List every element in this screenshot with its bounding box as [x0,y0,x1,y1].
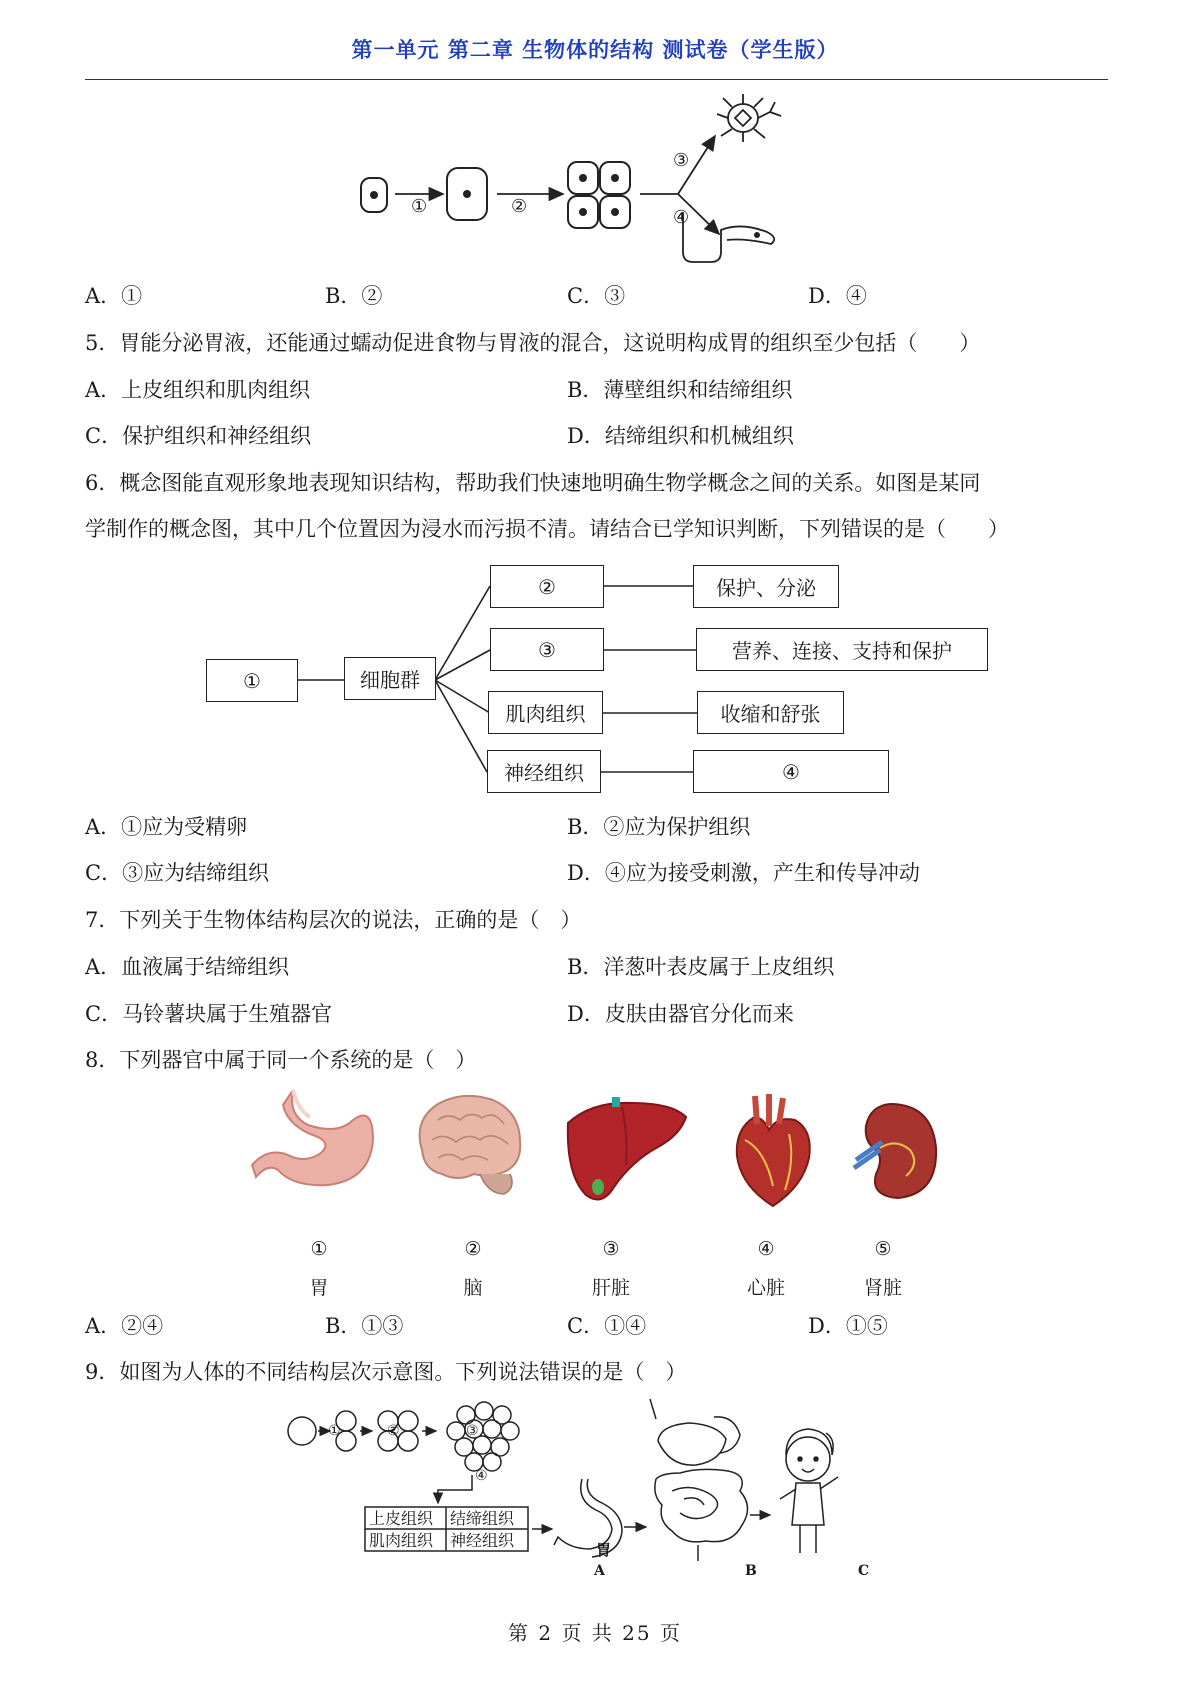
brain-icon [408,1090,528,1200]
q6-stem-line1: 6．概念图能直观形象地表现知识结构，帮助我们快速地明确生物学概念之间的关系。如图是某同 [85,471,981,495]
q6-option-a[interactable]: A．①应为受精卵 [85,815,248,839]
q8-stem: 8．下列器官中属于同一个系统的是（ ） [85,1048,477,1072]
q5-option-d[interactable]: D．结缔组织和机械组织 [567,424,794,448]
q7-stem: 7．下列关于生物体结构层次的说法，正确的是（ ） [85,908,582,932]
stomach-outline [554,1479,622,1557]
organ-name-heart: 心脏 [746,1277,785,1299]
concept-tissue-box-2: ② [490,565,604,608]
q5-option-c[interactable]: C．保护组织和神经组织 [85,424,312,448]
q8-option-b[interactable]: B．①③ [325,1314,404,1338]
concept-tissue-nerve-box: 神经组织 [487,750,601,793]
level-label-c: C [858,1563,870,1579]
tissue-table-muscle: 肌肉组织 [369,1531,434,1550]
q7-option-b[interactable]: B．洋葱叶表皮属于上皮组织 [567,955,835,979]
q4-option-d[interactable]: D．④ [808,284,867,308]
digestive-system-icon [650,1399,748,1561]
concept-map-connectors [0,0,1190,800]
organ-num-brain: ② [464,1238,482,1260]
tissue-table-nervous: 神经组织 [450,1531,515,1550]
q9-step-4: ④ [475,1468,488,1484]
q8-option-a[interactable]: A．②④ [85,1314,164,1338]
level-label-a: A [594,1563,605,1579]
tissue-table-epithelial: 上皮组织 [369,1509,434,1528]
heart-icon [725,1090,820,1210]
q5-option-a[interactable]: A．上皮组织和肌肉组织 [85,378,311,402]
q4-option-b[interactable]: B．② [325,284,383,308]
q9-step-2: ② [387,1423,400,1439]
q7-option-d[interactable]: D．皮肤由器官分化而来 [567,1002,794,1026]
kidney-icon [850,1098,945,1208]
q5-option-b[interactable]: B．薄壁组织和结缔组织 [567,378,793,402]
concept-function-box-4: ④ [693,750,889,793]
page-number: 第 2 页 共 25 页 [508,1621,682,1645]
step-label-2: ② [511,196,528,217]
organ-num-heart: ④ [757,1238,775,1260]
organ-name-stomach: 胃 [309,1277,329,1299]
q8-option-c[interactable]: C．①④ [567,1314,647,1338]
organ-name-brain: 脑 [463,1277,483,1299]
q8-option-d[interactable]: D．①⑤ [808,1314,888,1338]
q9-step-3: ③ [466,1423,479,1439]
concept-function-box-connect: 营养、连接、支持和保护 [696,628,988,671]
q7-option-c[interactable]: C．马铃薯块属于生殖器官 [85,1002,333,1026]
q4-option-a[interactable]: A．① [85,284,143,308]
concept-function-box-protect: 保护、分泌 [693,565,839,608]
q9-stem: 9．如图为人体的不同结构层次示意图。下列说法错误的是（ ） [85,1360,687,1384]
organ-name-kidney: 肾脏 [863,1277,902,1299]
concept-cell-group-box: 细胞群 [344,657,436,700]
q9-step-1: ① [328,1423,341,1439]
person-icon [780,1429,838,1553]
organ-num-liver: ③ [602,1238,620,1260]
step-label-4: ④ [673,207,690,228]
organ-num-kidney: ⑤ [874,1238,892,1260]
concept-tissue-muscle-box: 肌肉组织 [488,691,603,734]
q6-stem-line2: 学制作的概念图，其中几个位置因为浸水而污损不清。请结合已学知识判断，下列错误的是（ ） [85,517,1009,541]
stomach-icon [248,1085,383,1200]
level-label-b: B [745,1563,757,1579]
organ-label-stomach: 胃 [596,1541,612,1559]
tissue-table-connective: 结缔组织 [450,1509,515,1528]
liver-icon [562,1095,692,1205]
q6-option-b[interactable]: B．②应为保护组织 [567,815,751,839]
concept-function-box-contract: 收缩和舒张 [697,691,844,734]
cell-cluster [447,1402,519,1471]
q6-option-d[interactable]: D．④应为接受刺激，产生和传导冲动 [567,861,920,885]
page-header-title: 第一单元 第二章 生物体的结构 测试卷（学生版） [351,38,839,62]
step-label-3: ③ [673,150,690,171]
concept-tissue-box-3: ③ [490,628,604,671]
q4-option-c[interactable]: C．③ [567,284,626,308]
q5-stem: 5．胃能分泌胃液，还能通过蠕动促进食物与胃液的混合，这说明构成胃的组织至少包括（ ） [85,331,981,355]
concept-root-box: ① [206,659,298,702]
organ-num-stomach: ① [310,1238,328,1260]
q6-option-c[interactable]: C．③应为结缔组织 [85,861,270,885]
q7-option-a[interactable]: A．血液属于结缔组织 [85,955,290,979]
step-label-1: ① [411,196,428,217]
organ-name-liver: 肝脏 [591,1277,630,1299]
